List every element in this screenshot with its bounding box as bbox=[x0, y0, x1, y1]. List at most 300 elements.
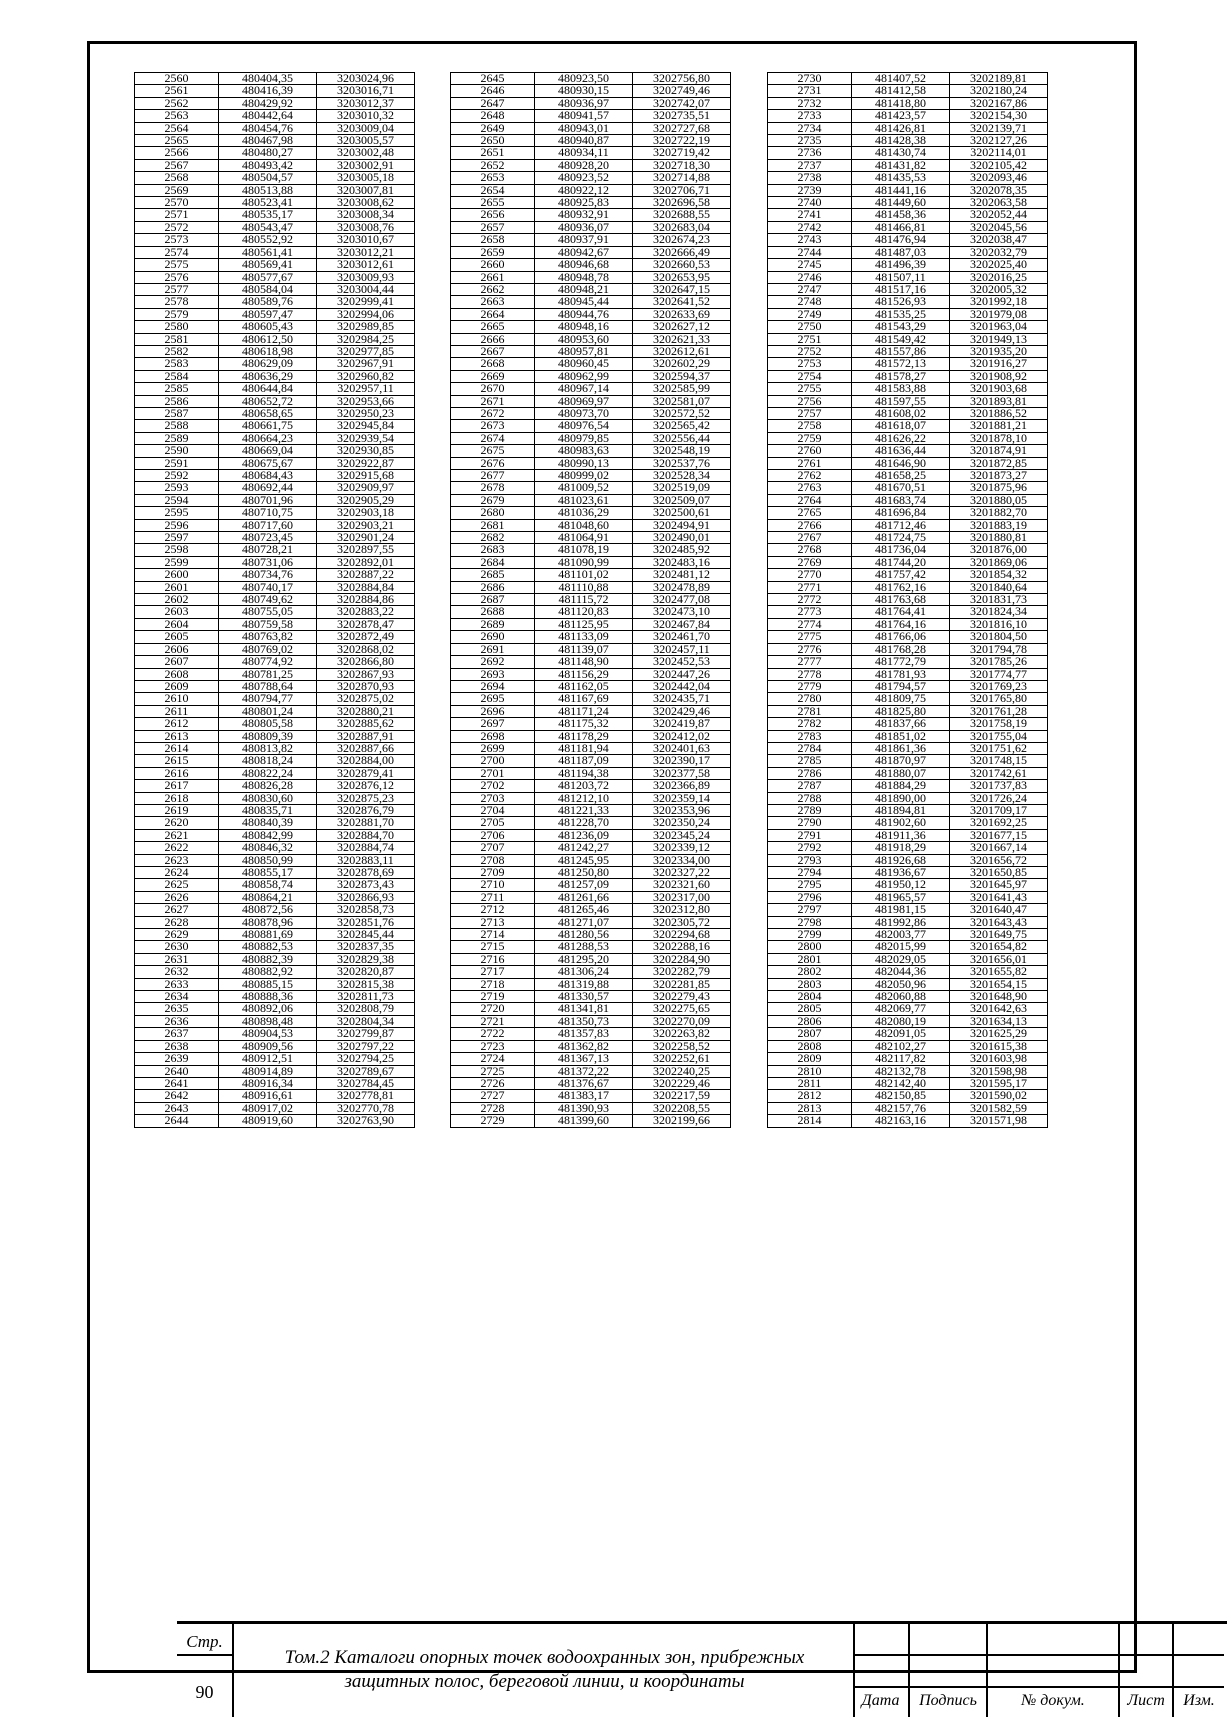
point-number: 2617 bbox=[135, 780, 219, 792]
x-coordinate: 480923,52 bbox=[535, 172, 633, 184]
point-number: 2651 bbox=[451, 147, 535, 159]
x-coordinate: 480932,91 bbox=[535, 209, 633, 221]
x-coordinate: 480710,75 bbox=[219, 507, 317, 519]
x-coordinate: 482163,16 bbox=[852, 1115, 950, 1127]
y-coordinate: 3202653,95 bbox=[633, 271, 731, 283]
y-coordinate: 3201875,96 bbox=[950, 482, 1048, 494]
point-number: 2689 bbox=[451, 618, 535, 630]
y-coordinate: 3201761,28 bbox=[950, 705, 1048, 717]
y-coordinate: 3202881,70 bbox=[317, 817, 415, 829]
point-number: 2738 bbox=[768, 172, 852, 184]
y-coordinate: 3202718,30 bbox=[633, 159, 731, 171]
x-coordinate: 481399,60 bbox=[535, 1115, 633, 1127]
y-coordinate: 3201625,29 bbox=[950, 1028, 1048, 1040]
y-coordinate: 3202903,21 bbox=[317, 519, 415, 531]
x-coordinate: 480912,51 bbox=[219, 1053, 317, 1065]
y-coordinate: 3202967,91 bbox=[317, 358, 415, 370]
point-number: 2692 bbox=[451, 656, 535, 668]
y-coordinate: 3203009,93 bbox=[317, 271, 415, 283]
y-coordinate: 3202633,69 bbox=[633, 308, 731, 320]
point-number: 2714 bbox=[451, 929, 535, 941]
y-coordinate: 3203002,48 bbox=[317, 147, 415, 159]
x-coordinate: 480885,15 bbox=[219, 978, 317, 990]
x-coordinate: 480504,57 bbox=[219, 172, 317, 184]
y-coordinate: 3202078,35 bbox=[950, 184, 1048, 196]
y-coordinate: 3202875,02 bbox=[317, 693, 415, 705]
point-number: 2564 bbox=[135, 122, 219, 134]
point-number: 2649 bbox=[451, 122, 535, 134]
point-number: 2647 bbox=[451, 97, 535, 109]
x-coordinate: 480577,67 bbox=[219, 271, 317, 283]
point-number: 2663 bbox=[451, 296, 535, 308]
y-coordinate: 3202139,71 bbox=[950, 122, 1048, 134]
y-coordinate: 3202359,14 bbox=[633, 792, 731, 804]
y-coordinate: 3201582,59 bbox=[950, 1102, 1048, 1114]
point-number: 2631 bbox=[135, 953, 219, 965]
point-number: 2650 bbox=[451, 135, 535, 147]
point-number: 2709 bbox=[451, 867, 535, 879]
y-coordinate: 3202884,70 bbox=[317, 829, 415, 841]
y-coordinate: 3201656,72 bbox=[950, 854, 1048, 866]
y-coordinate: 3202005,32 bbox=[950, 283, 1048, 295]
y-coordinate: 3202641,52 bbox=[633, 296, 731, 308]
y-coordinate: 3202666,49 bbox=[633, 246, 731, 258]
x-coordinate: 481090,99 bbox=[535, 556, 633, 568]
point-number: 2694 bbox=[451, 680, 535, 692]
y-coordinate: 3202366,89 bbox=[633, 780, 731, 792]
x-coordinate: 480855,17 bbox=[219, 867, 317, 879]
y-coordinate: 3202868,02 bbox=[317, 643, 415, 655]
coordinates-table-1 bbox=[134, 72, 415, 1128]
y-coordinate: 3202884,84 bbox=[317, 581, 415, 593]
point-number: 2716 bbox=[451, 953, 535, 965]
y-coordinate: 3202797,22 bbox=[317, 1040, 415, 1052]
x-coordinate: 480830,60 bbox=[219, 792, 317, 804]
y-coordinate: 3202887,22 bbox=[317, 569, 415, 581]
x-coordinate: 480658,65 bbox=[219, 407, 317, 419]
y-coordinate: 3202706,71 bbox=[633, 184, 731, 196]
x-coordinate: 480644,84 bbox=[219, 383, 317, 395]
point-number: 2681 bbox=[451, 519, 535, 531]
y-coordinate: 3202884,86 bbox=[317, 594, 415, 606]
y-coordinate: 3203008,62 bbox=[317, 197, 415, 209]
x-coordinate: 481683,74 bbox=[852, 494, 950, 506]
y-coordinate: 3202154,30 bbox=[950, 110, 1048, 122]
x-coordinate: 480454,76 bbox=[219, 122, 317, 134]
point-number: 2641 bbox=[135, 1077, 219, 1089]
x-coordinate: 480636,29 bbox=[219, 370, 317, 382]
y-coordinate: 3202240,25 bbox=[633, 1065, 731, 1077]
point-number: 2672 bbox=[451, 407, 535, 419]
y-coordinate: 3201882,70 bbox=[950, 507, 1048, 519]
point-number: 2772 bbox=[768, 594, 852, 606]
x-coordinate: 480801,24 bbox=[219, 705, 317, 717]
y-coordinate: 3201737,83 bbox=[950, 780, 1048, 792]
y-coordinate: 3202756,80 bbox=[633, 73, 731, 85]
y-coordinate: 3202887,91 bbox=[317, 730, 415, 742]
x-coordinate: 481764,16 bbox=[852, 618, 950, 630]
x-coordinate: 481023,61 bbox=[535, 494, 633, 506]
point-number: 2665 bbox=[451, 321, 535, 333]
point-number: 2726 bbox=[451, 1077, 535, 1089]
point-number: 2590 bbox=[135, 445, 219, 457]
y-coordinate: 3202876,12 bbox=[317, 780, 415, 792]
y-coordinate: 3202957,11 bbox=[317, 383, 415, 395]
point-number: 2812 bbox=[768, 1090, 852, 1102]
doc-number-label: № докум. bbox=[1021, 1692, 1085, 1709]
point-number: 2795 bbox=[768, 879, 852, 891]
y-coordinate: 3202820,87 bbox=[317, 966, 415, 978]
x-coordinate: 480941,57 bbox=[535, 110, 633, 122]
x-coordinate: 480523,41 bbox=[219, 197, 317, 209]
y-coordinate: 3203012,21 bbox=[317, 246, 415, 258]
x-coordinate: 481115,72 bbox=[535, 594, 633, 606]
y-coordinate: 3202473,10 bbox=[633, 606, 731, 618]
y-coordinate: 3202878,69 bbox=[317, 867, 415, 879]
y-coordinate: 3202016,25 bbox=[950, 271, 1048, 283]
y-coordinate: 3201831,73 bbox=[950, 594, 1048, 606]
point-number: 2732 bbox=[768, 97, 852, 109]
x-coordinate: 481526,93 bbox=[852, 296, 950, 308]
y-coordinate: 3201677,15 bbox=[950, 829, 1048, 841]
x-coordinate: 480584,04 bbox=[219, 283, 317, 295]
x-coordinate: 481261,66 bbox=[535, 891, 633, 903]
x-coordinate: 481178,29 bbox=[535, 730, 633, 742]
point-number: 2706 bbox=[451, 829, 535, 841]
x-coordinate: 480946,68 bbox=[535, 259, 633, 271]
x-coordinate: 480944,76 bbox=[535, 308, 633, 320]
x-coordinate: 481242,27 bbox=[535, 842, 633, 854]
x-coordinate: 481167,69 bbox=[535, 693, 633, 705]
x-coordinate: 480480,27 bbox=[219, 147, 317, 159]
point-number: 2660 bbox=[451, 259, 535, 271]
x-coordinate: 481517,16 bbox=[852, 283, 950, 295]
y-coordinate: 3201641,43 bbox=[950, 891, 1048, 903]
x-coordinate: 480882,53 bbox=[219, 941, 317, 953]
x-coordinate: 482003,77 bbox=[852, 929, 950, 941]
x-coordinate: 480809,39 bbox=[219, 730, 317, 742]
point-number: 2683 bbox=[451, 544, 535, 556]
x-coordinate: 481133,09 bbox=[535, 631, 633, 643]
point-number: 2799 bbox=[768, 929, 852, 941]
point-number: 2712 bbox=[451, 904, 535, 916]
y-coordinate: 3203009,04 bbox=[317, 122, 415, 134]
y-coordinate: 3201804,50 bbox=[950, 631, 1048, 643]
point-number: 2796 bbox=[768, 891, 852, 903]
point-number: 2697 bbox=[451, 718, 535, 730]
point-number: 2766 bbox=[768, 519, 852, 531]
y-coordinate: 3202045,56 bbox=[950, 221, 1048, 233]
x-coordinate: 480973,70 bbox=[535, 407, 633, 419]
point-number: 2729 bbox=[451, 1115, 535, 1127]
y-coordinate: 3201615,38 bbox=[950, 1040, 1048, 1052]
x-coordinate: 480442,64 bbox=[219, 110, 317, 122]
y-coordinate: 3202294,68 bbox=[633, 929, 731, 941]
y-coordinate: 3202873,43 bbox=[317, 879, 415, 891]
point-number: 2610 bbox=[135, 693, 219, 705]
x-coordinate: 481306,24 bbox=[535, 966, 633, 978]
y-coordinate: 3202794,25 bbox=[317, 1053, 415, 1065]
y-coordinate: 3202167,86 bbox=[950, 97, 1048, 109]
x-coordinate: 480872,56 bbox=[219, 904, 317, 916]
point-number: 2748 bbox=[768, 296, 852, 308]
y-coordinate: 3202885,62 bbox=[317, 718, 415, 730]
x-coordinate: 480569,41 bbox=[219, 259, 317, 271]
y-coordinate: 3202870,93 bbox=[317, 680, 415, 692]
y-coordinate: 3201692,25 bbox=[950, 817, 1048, 829]
point-number: 2613 bbox=[135, 730, 219, 742]
y-coordinate: 3202483,16 bbox=[633, 556, 731, 568]
point-number: 2730 bbox=[768, 73, 852, 85]
point-number: 2767 bbox=[768, 532, 852, 544]
point-number: 2783 bbox=[768, 730, 852, 742]
x-coordinate: 480629,09 bbox=[219, 358, 317, 370]
page-label: Стр. bbox=[186, 1632, 223, 1651]
point-number: 2612 bbox=[135, 718, 219, 730]
point-number: 2757 bbox=[768, 407, 852, 419]
point-number: 2691 bbox=[451, 643, 535, 655]
point-number: 2736 bbox=[768, 147, 852, 159]
point-number: 2779 bbox=[768, 680, 852, 692]
y-coordinate: 3202763,90 bbox=[317, 1115, 415, 1127]
x-coordinate: 480922,12 bbox=[535, 184, 633, 196]
x-coordinate: 481851,02 bbox=[852, 730, 950, 742]
x-coordinate: 481736,04 bbox=[852, 544, 950, 556]
x-coordinate: 480882,39 bbox=[219, 953, 317, 965]
point-number: 2628 bbox=[135, 916, 219, 928]
point-number: 2807 bbox=[768, 1028, 852, 1040]
x-coordinate: 481423,57 bbox=[852, 110, 950, 122]
y-coordinate: 3202063,58 bbox=[950, 197, 1048, 209]
point-number: 2739 bbox=[768, 184, 852, 196]
y-coordinate: 3202377,58 bbox=[633, 767, 731, 779]
x-coordinate: 481597,55 bbox=[852, 395, 950, 407]
table-row bbox=[135, 1115, 415, 1127]
point-number: 2710 bbox=[451, 879, 535, 891]
y-coordinate: 3201880,05 bbox=[950, 494, 1048, 506]
x-coordinate: 480675,67 bbox=[219, 457, 317, 469]
x-coordinate: 480822,24 bbox=[219, 767, 317, 779]
y-coordinate: 3202789,67 bbox=[317, 1065, 415, 1077]
y-coordinate: 3202901,24 bbox=[317, 532, 415, 544]
table-row bbox=[451, 1115, 731, 1127]
point-number: 2640 bbox=[135, 1065, 219, 1077]
x-coordinate: 481543,29 bbox=[852, 321, 950, 333]
x-coordinate: 480589,76 bbox=[219, 296, 317, 308]
point-number: 2659 bbox=[451, 246, 535, 258]
x-coordinate: 482117,82 bbox=[852, 1053, 950, 1065]
point-number: 2618 bbox=[135, 792, 219, 804]
x-coordinate: 481265,46 bbox=[535, 904, 633, 916]
x-coordinate: 481549,42 bbox=[852, 333, 950, 345]
point-number: 2759 bbox=[768, 432, 852, 444]
x-coordinate: 480919,60 bbox=[219, 1115, 317, 1127]
point-number: 2777 bbox=[768, 656, 852, 668]
y-coordinate: 3202939,54 bbox=[317, 432, 415, 444]
y-coordinate: 3201876,00 bbox=[950, 544, 1048, 556]
point-number: 2604 bbox=[135, 618, 219, 630]
x-coordinate: 480925,83 bbox=[535, 197, 633, 209]
point-number: 2593 bbox=[135, 482, 219, 494]
y-coordinate: 3202778,81 bbox=[317, 1090, 415, 1102]
point-number: 2674 bbox=[451, 432, 535, 444]
x-coordinate: 481245,95 bbox=[535, 854, 633, 866]
y-coordinate: 3202875,23 bbox=[317, 792, 415, 804]
x-coordinate: 481965,57 bbox=[852, 891, 950, 903]
point-number: 2560 bbox=[135, 73, 219, 85]
y-coordinate: 3201603,98 bbox=[950, 1053, 1048, 1065]
y-coordinate: 3201935,20 bbox=[950, 345, 1048, 357]
point-number: 2742 bbox=[768, 221, 852, 233]
x-coordinate: 481670,51 bbox=[852, 482, 950, 494]
point-number: 2595 bbox=[135, 507, 219, 519]
x-coordinate: 481228,70 bbox=[535, 817, 633, 829]
x-coordinate: 480858,74 bbox=[219, 879, 317, 891]
y-coordinate: 3202263,82 bbox=[633, 1028, 731, 1040]
x-coordinate: 480904,53 bbox=[219, 1028, 317, 1040]
point-number: 2702 bbox=[451, 780, 535, 792]
x-coordinate: 481918,29 bbox=[852, 842, 950, 854]
x-coordinate: 480898,48 bbox=[219, 1015, 317, 1027]
y-coordinate: 3202457,11 bbox=[633, 643, 731, 655]
title-block bbox=[177, 1621, 1227, 1717]
x-coordinate: 481330,57 bbox=[535, 991, 633, 1003]
point-number: 2653 bbox=[451, 172, 535, 184]
point-number: 2725 bbox=[451, 1065, 535, 1077]
y-coordinate: 3202435,71 bbox=[633, 693, 731, 705]
x-coordinate: 481376,67 bbox=[535, 1077, 633, 1089]
x-coordinate: 481036,29 bbox=[535, 507, 633, 519]
x-coordinate: 481221,33 bbox=[535, 804, 633, 816]
point-number: 2745 bbox=[768, 259, 852, 271]
y-coordinate: 3202252,61 bbox=[633, 1053, 731, 1065]
y-coordinate: 3201869,06 bbox=[950, 556, 1048, 568]
y-coordinate: 3202872,49 bbox=[317, 631, 415, 643]
point-number: 2594 bbox=[135, 494, 219, 506]
x-coordinate: 480842,99 bbox=[219, 829, 317, 841]
y-coordinate: 3202829,38 bbox=[317, 953, 415, 965]
y-coordinate: 3202281,85 bbox=[633, 978, 731, 990]
y-coordinate: 3202305,72 bbox=[633, 916, 731, 928]
point-number: 2751 bbox=[768, 333, 852, 345]
y-coordinate: 3201709,17 bbox=[950, 804, 1048, 816]
point-number: 2788 bbox=[768, 792, 852, 804]
x-coordinate: 481162,05 bbox=[535, 680, 633, 692]
point-number: 2768 bbox=[768, 544, 852, 556]
y-coordinate: 3202915,68 bbox=[317, 470, 415, 482]
point-number: 2684 bbox=[451, 556, 535, 568]
point-number: 2654 bbox=[451, 184, 535, 196]
x-coordinate: 480923,50 bbox=[535, 73, 633, 85]
x-coordinate: 481120,83 bbox=[535, 606, 633, 618]
y-coordinate: 3201881,21 bbox=[950, 420, 1048, 432]
point-number: 2763 bbox=[768, 482, 852, 494]
x-coordinate: 482029,05 bbox=[852, 953, 950, 965]
point-number: 2803 bbox=[768, 978, 852, 990]
y-coordinate: 3202876,79 bbox=[317, 804, 415, 816]
y-coordinate: 3202345,24 bbox=[633, 829, 731, 841]
point-number: 2754 bbox=[768, 370, 852, 382]
y-coordinate: 3202602,29 bbox=[633, 358, 731, 370]
point-number: 2693 bbox=[451, 668, 535, 680]
x-coordinate: 481412,58 bbox=[852, 85, 950, 97]
x-coordinate: 481295,20 bbox=[535, 953, 633, 965]
y-coordinate: 3202770,78 bbox=[317, 1102, 415, 1114]
x-coordinate: 481809,75 bbox=[852, 693, 950, 705]
y-coordinate: 3201645,97 bbox=[950, 879, 1048, 891]
point-number: 2627 bbox=[135, 904, 219, 916]
x-coordinate: 480774,92 bbox=[219, 656, 317, 668]
y-coordinate: 3203012,61 bbox=[317, 259, 415, 271]
x-coordinate: 480759,58 bbox=[219, 618, 317, 630]
point-number: 2756 bbox=[768, 395, 852, 407]
point-number: 2598 bbox=[135, 544, 219, 556]
x-coordinate: 481496,39 bbox=[852, 259, 950, 271]
point-number: 2734 bbox=[768, 122, 852, 134]
point-number: 2589 bbox=[135, 432, 219, 444]
x-coordinate: 480864,21 bbox=[219, 891, 317, 903]
point-number: 2705 bbox=[451, 817, 535, 829]
point-number: 2789 bbox=[768, 804, 852, 816]
y-coordinate: 3202500,61 bbox=[633, 507, 731, 519]
x-coordinate: 481766,06 bbox=[852, 631, 950, 643]
x-coordinate: 481236,09 bbox=[535, 829, 633, 841]
point-number: 2728 bbox=[451, 1102, 535, 1114]
y-coordinate: 3202442,04 bbox=[633, 680, 731, 692]
y-coordinate: 3202284,90 bbox=[633, 953, 731, 965]
point-number: 2588 bbox=[135, 420, 219, 432]
y-coordinate: 3201755,04 bbox=[950, 730, 1048, 742]
y-coordinate: 3202878,47 bbox=[317, 618, 415, 630]
x-coordinate: 480805,58 bbox=[219, 718, 317, 730]
x-coordinate: 480936,07 bbox=[535, 221, 633, 233]
x-coordinate: 481476,94 bbox=[852, 234, 950, 246]
point-number: 2749 bbox=[768, 308, 852, 320]
y-coordinate: 3201643,43 bbox=[950, 916, 1048, 928]
point-number: 2571 bbox=[135, 209, 219, 221]
point-number: 2671 bbox=[451, 395, 535, 407]
y-coordinate: 3202317,00 bbox=[633, 891, 731, 903]
y-coordinate: 3201642,63 bbox=[950, 1003, 1048, 1015]
y-coordinate: 3201880,81 bbox=[950, 532, 1048, 544]
x-coordinate: 481712,46 bbox=[852, 519, 950, 531]
y-coordinate: 3201742,61 bbox=[950, 767, 1048, 779]
point-number: 2727 bbox=[451, 1090, 535, 1102]
point-number: 2661 bbox=[451, 271, 535, 283]
y-coordinate: 3202353,96 bbox=[633, 804, 731, 816]
x-coordinate: 480723,45 bbox=[219, 532, 317, 544]
point-number: 2805 bbox=[768, 1003, 852, 1015]
y-coordinate: 3202180,24 bbox=[950, 85, 1048, 97]
x-coordinate: 481280,56 bbox=[535, 929, 633, 941]
x-coordinate: 481212,10 bbox=[535, 792, 633, 804]
point-number: 2685 bbox=[451, 569, 535, 581]
point-number: 2687 bbox=[451, 594, 535, 606]
point-number: 2760 bbox=[768, 445, 852, 457]
x-coordinate: 481636,44 bbox=[852, 445, 950, 457]
y-coordinate: 3202999,41 bbox=[317, 296, 415, 308]
point-number: 2580 bbox=[135, 321, 219, 333]
point-number: 2690 bbox=[451, 631, 535, 643]
point-number: 2704 bbox=[451, 804, 535, 816]
y-coordinate: 3203010,67 bbox=[317, 234, 415, 246]
x-coordinate: 481064,91 bbox=[535, 532, 633, 544]
x-coordinate: 481426,81 bbox=[852, 122, 950, 134]
point-number: 2562 bbox=[135, 97, 219, 109]
y-coordinate: 3202950,23 bbox=[317, 407, 415, 419]
point-number: 2634 bbox=[135, 991, 219, 1003]
document-title-line-1: Том.2 Каталоги опорных точек водоохранных зон, прибрежных bbox=[284, 1647, 805, 1668]
